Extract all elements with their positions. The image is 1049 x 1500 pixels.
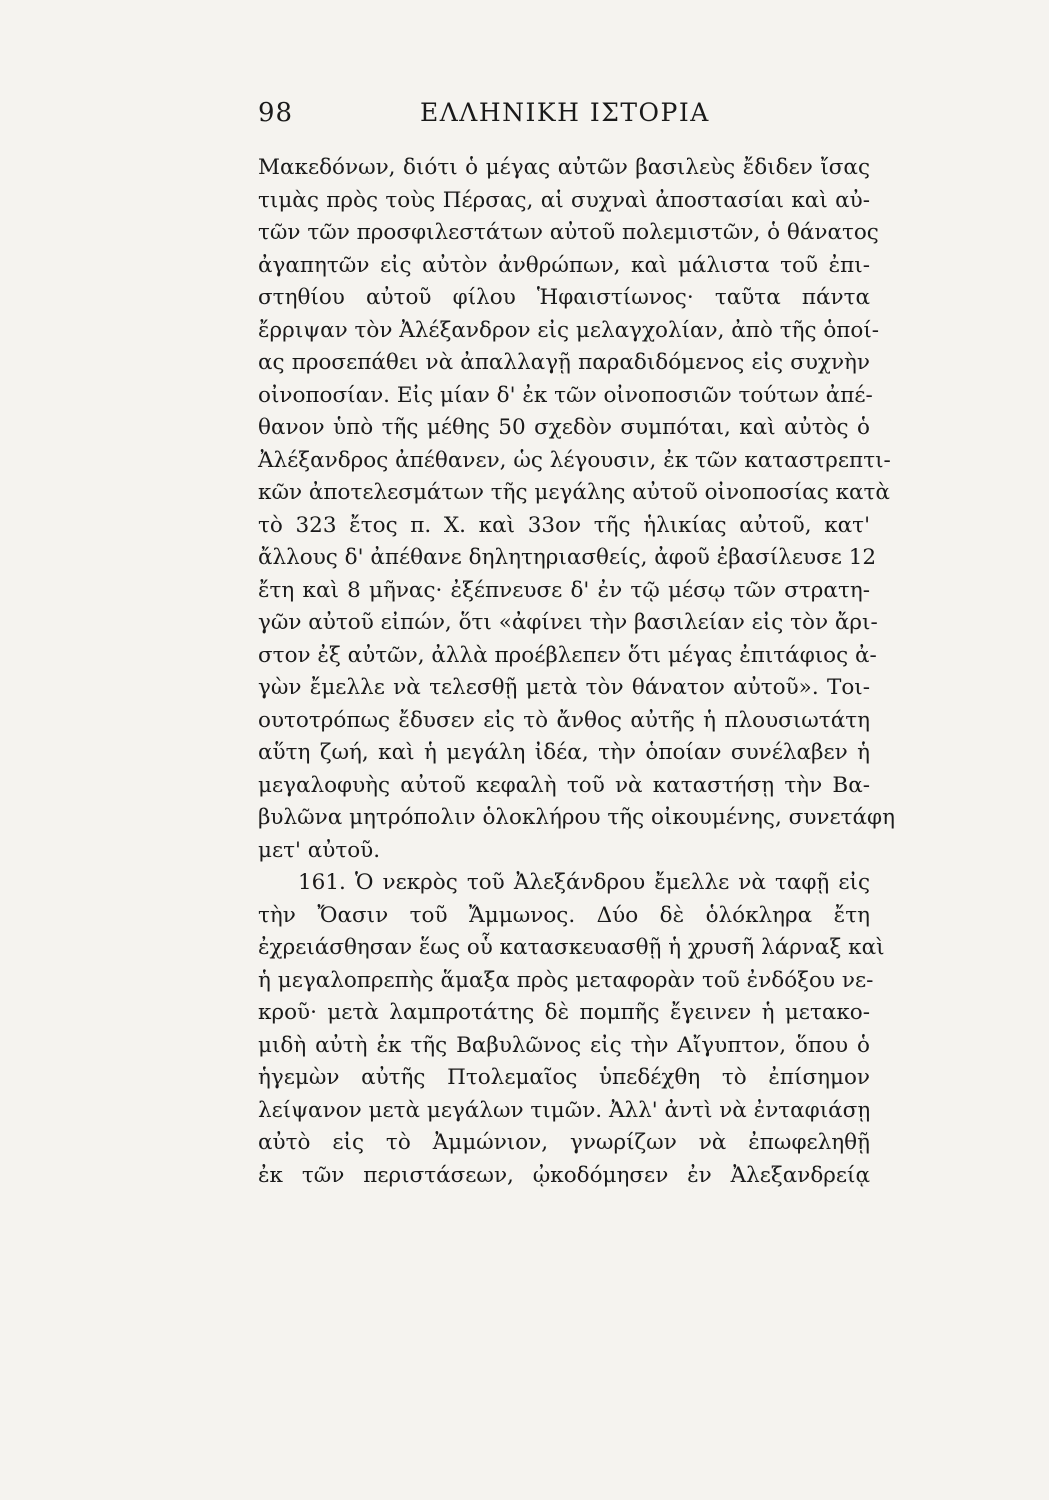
text-line: ἄλλους δ' ἀπέθανε δηλητηριασθείς, ἀφοῦ ἐβασίλευσε 12 (258, 545, 877, 570)
text-line: ἐχρειάσθησαν ἕως οὗ κατασκευασθῇ ἡ χρυσῆ λάρναξ καὶ (258, 935, 885, 960)
text-line: τῶν τῶν προσφιλεστάτων αὐτοῦ πολεμιστῶν, ὁ θάνατος (258, 220, 879, 245)
text-line: θανον ὑπὸ τῆς μέθης 50 σχεδὸν συμπόται, καὶ αὐτὸς ὁ (258, 415, 870, 440)
text-line: ἐκ τῶν περιστάσεων, ᾠκοδόμησεν ἐν Ἀλεξανδρείᾳ (258, 1162, 870, 1188)
text-line: ἡ μεγαλοπρεπὴς ἅμαξα πρὸς μεταφορὰν τοῦ ἐνδόξου νε- (258, 967, 874, 993)
text-line (258, 867, 870, 900)
text-line: στηθίου αὐτοῦ φίλου Ἡφαιστίωνος· ταῦτα πάντα (258, 285, 870, 310)
text-line: τὴν Ὄασιν τοῦ Ἄμμωνος. Δύο δὲ ὁλόκληρα ἔτη (258, 902, 870, 928)
text-line: τιμὰς πρὸς τοὺς Πέρσας, αἱ συχναὶ ἀποστασίαι καὶ αὐ- (258, 187, 870, 213)
text-line: τὸ 323 ἔτος π. Χ. καὶ 33ον τῆς ἡλικίας αὐτοῦ, κατ' (258, 512, 870, 538)
section-number: 161. (298, 870, 346, 895)
running-title: ΕΛΛΗΝΙΚΗ ΙΣΤΟΡΙΑ (420, 98, 710, 127)
text-line: βυλῶνα μητρόπολιν ὁλοκλήρου τῆς οἰκουμένης, συνετάφη (258, 805, 895, 830)
text-line: μετ' αὐτοῦ. (258, 837, 381, 863)
text-line: λείψανον μετὰ μεγάλων τιμῶν. Ἀλλ' ἀντὶ νὰ ἐνταφιάσῃ (258, 1097, 871, 1123)
text-line: γὼν ἔμελλε νὰ τελεσθῇ μετὰ τὸν θάνατον αὐτοῦ». Τοι- (258, 675, 870, 700)
text-line: αὕτη ζωή, καὶ ἡ μεγάλη ἰδέα, τὴν ὁποίαν συνέλαβεν ἡ (258, 740, 870, 765)
text-line: αὐτὸ εἰς τὸ Ἀμμώνιον, γνωρίζων νὰ ἐπωφεληθῇ (258, 1130, 870, 1155)
text-line: κροῦ· μετὰ λαμπροτάτης δὲ πομπῆς ἔγεινεν ἡ μετακο- (258, 1000, 870, 1025)
text-line: ἡγεμὼν αὐτῆς Πτολεμαῖος ὑπεδέχθη τὸ ἐπίσημον (258, 1065, 870, 1090)
text-line: ας προσεπάθει νὰ ἀπαλλαγῇ παραδιδόμενος εἰς συχνὴν (258, 350, 870, 375)
text-line-content: Ὁ νεκρὸς τοῦ Ἀλεξάνδρου ἔμελλε νὰ ταφῇ εἰς (354, 870, 870, 895)
text-line: ουτοτρόπως ἔδυσεν εἰς τὸ ἄνθος αὐτῆς ἡ πλουσιωτάτη (258, 707, 870, 733)
text-line: Μακεδόνων, διότι ὁ μέγας αὐτῶν βασιλεὺς ἔδιδεν ἴσας (258, 155, 870, 180)
text-line: γῶν αὐτοῦ εἰπών, ὅτι «ἀφίνει τὴν βασιλείαν εἰς τὸν ἄρι- (258, 610, 878, 635)
page-number: 98 (258, 98, 294, 128)
text-line: ἔρριψαν τὸν Ἀλέξανδρον εἰς μελαγχολίαν, ἀπὸ τῆς ὁποί- (258, 317, 880, 343)
body-text (258, 152, 895, 1192)
paragraph-1 (258, 152, 895, 867)
text-line: Ἀλέξανδρος ἀπέθανεν, ὡς λέγουσιν, ἐκ τῶν καταστρεπτι- (258, 447, 891, 473)
text-line: κῶν ἀποτελεσμάτων τῆς μεγάλης αὐτοῦ οἰνοποσίας κατὰ (258, 480, 890, 505)
text-line: ἔτη καὶ 8 μῆνας· ἐξέπνευσε δ' ἐν τῷ μέσῳ τῶν στρατη- (258, 577, 870, 603)
text-line: ἀγαπητῶν εἰς αὐτὸν ἀνθρώπων, καὶ μάλιστα τοῦ ἐπι- (258, 252, 870, 278)
page-header (258, 98, 858, 134)
text-line: οἰνοποσίαν. Εἰς μίαν δ' ἐκ τῶν οἰνοποσιῶν τούτων ἀπέ- (258, 382, 873, 408)
text-line: στον ἐξ αὐτῶν, ἀλλὰ προέβλεπεν ὅτι μέγας ἐπιτάφιος ἀ- (258, 642, 877, 668)
text-line: μεγαλοφυὴς αὐτοῦ κεφαλὴ τοῦ νὰ καταστήσῃ τὴν Βα- (258, 772, 870, 798)
text-line: μιδὴ αὐτὴ ἐκ τῆς Βαβυλῶνος εἰς τὴν Αἴγυπτον, ὅπου ὁ (258, 1032, 870, 1058)
paragraph-2 (258, 867, 885, 1192)
